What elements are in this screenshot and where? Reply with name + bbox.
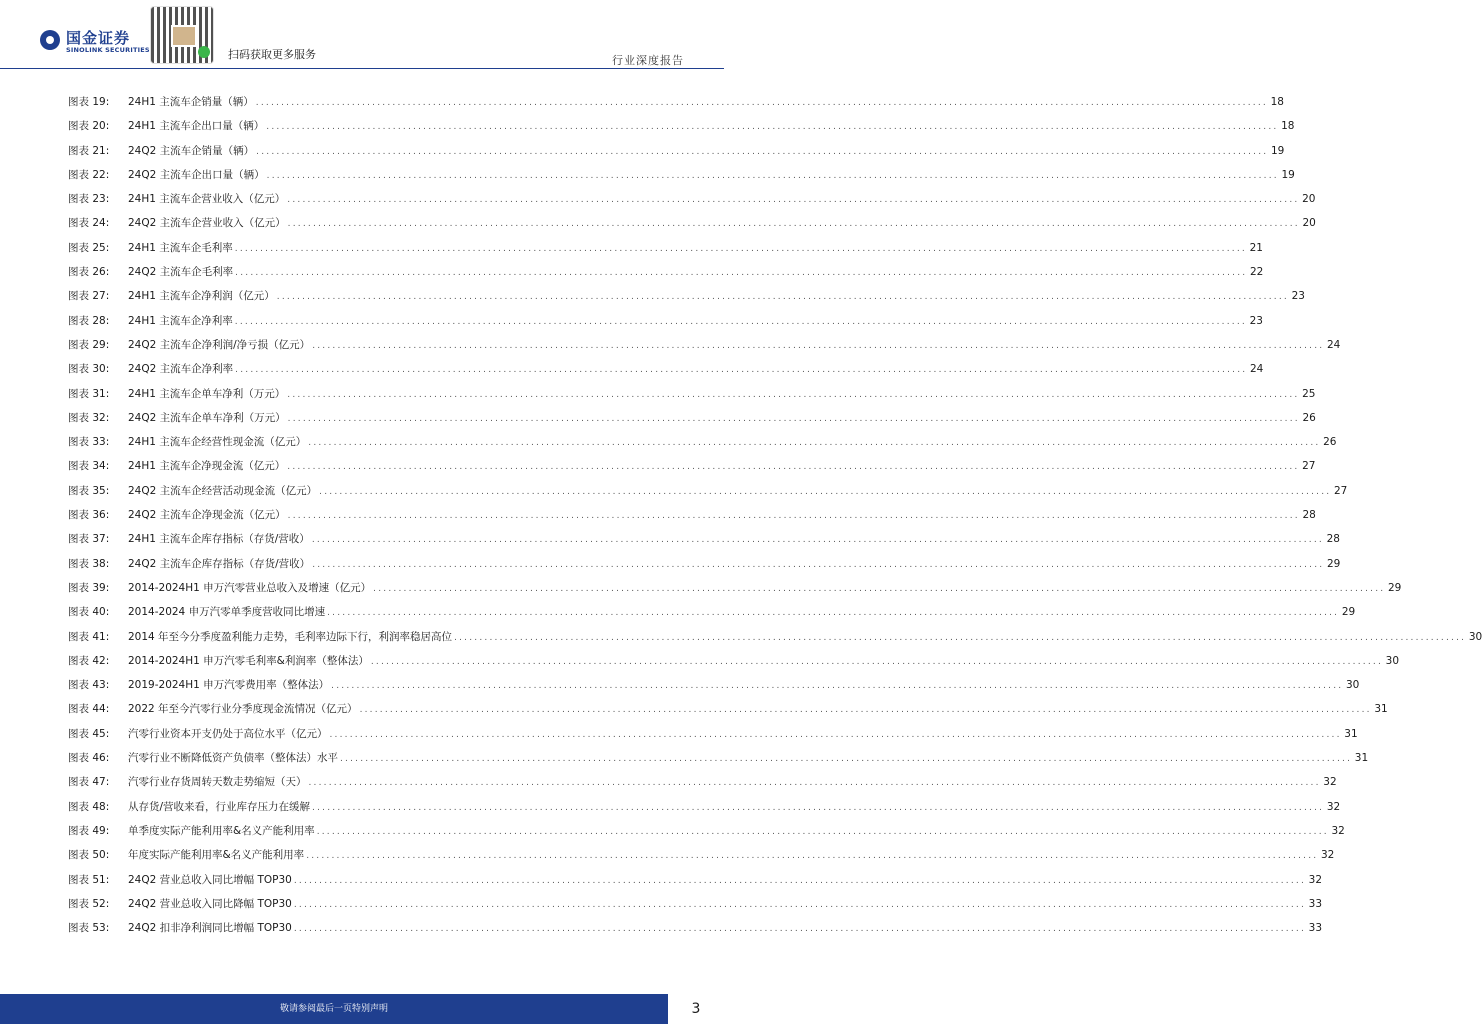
- toc-entry-page: 26: [1302, 411, 1316, 424]
- toc-entry-title: 年度实际产能利用率&名义产能利用率: [128, 849, 305, 862]
- toc-entry[interactable]: [68, 795, 1341, 819]
- toc-entry-title: 24Q2 主流车企单车净利（万元）: [128, 411, 286, 424]
- toc-dot-leader: ........................................................................................................................................................................................................: [235, 268, 1248, 279]
- toc-entry-page: 19: [1270, 144, 1285, 157]
- toc-entry-label: 图表 47:: [68, 776, 110, 789]
- toc-entry-title: 24H1 主流车企经营性现金流（亿元）: [128, 436, 307, 449]
- toc-entry[interactable]: [68, 843, 1335, 867]
- toc-entry-title: 24Q2 主流车企净利润/净亏损（亿元）: [128, 338, 311, 351]
- toc-dot-leader: ........................................................................................................................................................................................................: [319, 486, 1332, 497]
- toc-entry-label: 图表 53:: [68, 922, 110, 935]
- toc-entry[interactable]: [68, 90, 1284, 114]
- toc-entry-title: 24H1 主流车企单车净利（万元）: [128, 387, 286, 400]
- toc-entry[interactable]: [68, 333, 1341, 357]
- toc-entry-title: 24Q2 主流车企营业收入（亿元）: [128, 217, 286, 230]
- toc-entry[interactable]: [68, 454, 1316, 478]
- toc-entry[interactable]: [68, 211, 1316, 235]
- toc-entry-label: 图表 52:: [68, 897, 110, 910]
- toc-entry[interactable]: [68, 236, 1263, 260]
- toc-dot-leader: ........................................................................................................................................................................................................: [255, 98, 1268, 108]
- toc-entry-title: 24H1 主流车企出口量（辆）: [128, 120, 265, 133]
- toc-entry[interactable]: [68, 892, 1323, 916]
- toc-dot-leader: ........................................................................................................................................................................................................: [266, 170, 1279, 181]
- footer-notice: 敬请参阅最后一页特别声明: [279, 1004, 388, 1014]
- toc-entry-page: 28: [1326, 533, 1340, 546]
- toc-entry-title: 2014 年至今分季度盈利能力走势，毛利率边际下行，利润率稳居高位: [128, 630, 453, 643]
- toc-entry[interactable]: [68, 697, 1388, 721]
- toc-entry-page: 27: [1302, 460, 1316, 473]
- toc-entry-label: 图表 22:: [68, 168, 110, 181]
- toc-entry-label: 图表 35:: [68, 484, 110, 497]
- toc-dot-leader: ........................................................................................................................................................................................................: [287, 389, 1300, 400]
- toc-dot-leader: ........................................................................................................................................................................................................: [359, 705, 1372, 716]
- logo-chinese-name: 国金证券: [66, 29, 131, 47]
- toc-entry-label: 图表 29:: [68, 338, 110, 351]
- toc-entry[interactable]: [68, 770, 1337, 794]
- scan-prompt: 扫码获取更多服务: [228, 48, 316, 61]
- toc-entry-page: 19: [1281, 168, 1295, 181]
- toc-dot-leader: ........................................................................................................................................................................................................: [327, 608, 1340, 619]
- toc-entry[interactable]: [68, 114, 1295, 138]
- toc-dot-leader: ........................................................................................................................................................................................................: [293, 899, 1307, 910]
- toc-entry[interactable]: [68, 260, 1264, 284]
- toc-dot-leader: ........................................................................................................................................................................................................: [454, 632, 1467, 643]
- toc-entry-title: 24H1 主流车企库存指标（存货/营收）: [128, 533, 310, 546]
- toc-entry-title: 从存货/营收来看，行业库存压力在缓解: [128, 800, 311, 813]
- toc-entry-title: 2014-2024H1 申万汽零营业总收入及增速（亿元）: [128, 581, 372, 594]
- toc-entry[interactable]: [68, 430, 1337, 454]
- toc-entry-label: 图表 38:: [68, 557, 110, 570]
- toc-entry-page: 32: [1323, 776, 1337, 789]
- toc-entry-label: 图表 49:: [68, 824, 110, 837]
- toc-entry-page: 29: [1387, 581, 1402, 594]
- toc-entry-label: 图表 41:: [68, 630, 110, 643]
- toc-entry-page: 24: [1326, 338, 1341, 351]
- toc-entry-page: 32: [1331, 824, 1345, 837]
- toc-entry[interactable]: [68, 139, 1285, 163]
- toc-entry-title: 24H1 主流车企净利率: [128, 314, 233, 327]
- toc-entry[interactable]: [68, 916, 1323, 940]
- toc-entry[interactable]: [68, 357, 1264, 381]
- toc-entry-page: 18: [1270, 96, 1284, 108]
- toc-entry-page: 31: [1374, 703, 1388, 716]
- toc-dot-leader: ........................................................................................................................................................................................................: [329, 729, 1342, 740]
- toc-entry[interactable]: [68, 527, 1340, 551]
- toc-dot-leader: ........................................................................................................................................................................................................: [266, 122, 1279, 133]
- toc-entry[interactable]: [68, 576, 1402, 600]
- toc-entry-label: 图表 36:: [68, 509, 110, 522]
- toc-entry[interactable]: [68, 187, 1316, 211]
- toc-entry-label: 图表 43:: [68, 679, 110, 692]
- toc-dot-leader: ........................................................................................................................................................................................................: [312, 559, 1325, 570]
- toc-entry-page: 26: [1323, 436, 1337, 449]
- toc-dot-leader: ........................................................................................................................................................................................................: [316, 826, 1329, 837]
- toc-entry-label: 图表 40:: [68, 606, 110, 619]
- figure-index-list: [68, 90, 1482, 940]
- toc-entry[interactable]: [68, 819, 1345, 843]
- toc-dot-leader: ........................................................................................................................................................................................................: [308, 438, 1321, 449]
- toc-entry-title: 单季度实际产能利用率&名义产能利用率: [128, 824, 315, 837]
- toc-entry[interactable]: [68, 625, 1482, 649]
- toc-dot-leader: ........................................................................................................................................................................................................: [287, 462, 1300, 473]
- toc-entry-title: 24Q2 扣非净利润同比增幅 TOP30: [128, 922, 292, 935]
- toc-entry-title: 2019-2024H1 申万汽零费用率（整体法）: [128, 679, 330, 692]
- toc-entry-title: 24H1 主流车企净现金流（亿元）: [128, 460, 286, 473]
- toc-entry-label: 图表 44:: [68, 703, 110, 716]
- sinolink-logo-icon: [40, 30, 60, 50]
- toc-entry-label: 图表 27:: [68, 290, 110, 303]
- toc-dot-leader: ........................................................................................................................................................................................................: [234, 316, 1247, 327]
- toc-dot-leader: ........................................................................................................................................................................................................: [235, 365, 1248, 376]
- toc-entry-label: 图表 42:: [68, 654, 110, 667]
- toc-entry-page: 28: [1302, 509, 1316, 522]
- toc-entry-label: 图表 32:: [68, 411, 110, 424]
- toc-dot-leader: ........................................................................................................................................................................................................: [293, 875, 1307, 886]
- toc-entry-page: 20: [1302, 217, 1316, 230]
- page-header: [0, 0, 724, 70]
- toc-entry-page: 25: [1302, 387, 1316, 400]
- header-divider: [0, 68, 724, 69]
- toc-entry-label: 图表 39:: [68, 581, 110, 594]
- toc-entry-page: 32: [1320, 849, 1335, 862]
- toc-entry-label: 图表 20:: [68, 120, 110, 133]
- toc-dot-leader: ........................................................................................................................................................................................................: [370, 656, 1384, 667]
- toc-entry-title: 24Q2 营业总收入同比降幅 TOP30: [128, 897, 292, 910]
- toc-entry-title: 汽零行业存货周转天数走势缩短（天）: [128, 776, 307, 789]
- toc-entry-title: 2022 年至今汽零行业分季度现金流情况（亿元）: [128, 703, 358, 716]
- toc-entry-page: 29: [1341, 606, 1356, 619]
- toc-entry-title: 24Q2 主流车企毛利率: [128, 266, 234, 279]
- toc-entry[interactable]: [68, 746, 1369, 770]
- toc-dot-leader: ........................................................................................................................................................................................................: [287, 219, 1300, 230]
- toc-entry-page: 31: [1354, 752, 1369, 765]
- toc-dot-leader: ........................................................................................................................................................................................................: [331, 681, 1344, 692]
- toc-entry[interactable]: [68, 600, 1356, 624]
- toc-dot-leader: ........................................................................................................................................................................................................: [312, 802, 1325, 813]
- toc-entry-page: 29: [1326, 557, 1341, 570]
- toc-entry-label: 图表 26:: [68, 266, 110, 279]
- toc-entry-page: 32: [1308, 873, 1323, 886]
- toc-entry[interactable]: [68, 406, 1316, 430]
- toc-entry-label: 图表 51:: [68, 873, 110, 886]
- toc-entry-page: 31: [1344, 727, 1358, 740]
- footer-bar: [0, 994, 668, 1024]
- toc-entry[interactable]: [68, 284, 1305, 308]
- toc-entry-page: 20: [1302, 193, 1316, 206]
- toc-entry-page: 24: [1249, 363, 1264, 376]
- toc-entry[interactable]: [68, 309, 1263, 333]
- toc-entry-page: 18: [1281, 120, 1295, 133]
- toc-entry-title: 2014-2024H1 申万汽零毛利率&利润率（整体法）: [128, 654, 369, 667]
- toc-entry-label: 图表 25:: [68, 241, 110, 254]
- toc-entry-title: 24H1 主流车企销量（辆）: [128, 96, 254, 108]
- toc-dot-leader: ........................................................................................................................................................................................................: [340, 754, 1353, 765]
- toc-entry-label: 图表 24:: [68, 217, 110, 230]
- toc-entry-title: 24H1 主流车企营业收入（亿元）: [128, 193, 286, 206]
- toc-dot-leader: ........................................................................................................................................................................................................: [306, 851, 1319, 862]
- toc-entry-label: 图表 31:: [68, 387, 110, 400]
- toc-dot-leader: ........................................................................................................................................................................................................: [308, 778, 1321, 789]
- toc-entry-title: 24Q2 主流车企销量（辆）: [128, 144, 255, 157]
- toc-entry-title: 24Q2 主流车企净现金流（亿元）: [128, 509, 286, 522]
- toc-entry-label: 图表 33:: [68, 436, 110, 449]
- toc-entry-title: 24Q2 营业总收入同比增幅 TOP30: [128, 873, 292, 886]
- toc-entry-title: 汽零行业不断降低资产负债率（整体法）水平: [128, 752, 338, 765]
- toc-dot-leader: ........................................................................................................................................................................................................: [373, 583, 1386, 594]
- toc-entry-title: 24H1 主流车企毛利率: [128, 241, 233, 254]
- toc-dot-leader: ........................................................................................................................................................................................................: [287, 511, 1300, 522]
- toc-entry-page: 27: [1333, 484, 1348, 497]
- toc-dot-leader: ........................................................................................................................................................................................................: [287, 413, 1300, 424]
- toc-dot-leader: ........................................................................................................................................................................................................: [276, 292, 1289, 303]
- toc-entry[interactable]: [68, 503, 1316, 527]
- toc-entry-page: 21: [1249, 241, 1263, 254]
- toc-entry-title: 24Q2 主流车企库存指标（存货/营收）: [128, 557, 311, 570]
- toc-entry-label: 图表 46:: [68, 752, 110, 765]
- qr-center-logo: [171, 25, 197, 47]
- toc-entry[interactable]: [68, 673, 1360, 697]
- toc-dot-leader: ........................................................................................................................................................................................................: [287, 195, 1300, 206]
- toc-entry-title: 24Q2 主流车企出口量（辆）: [128, 168, 265, 181]
- toc-entry-title: 2014-2024 申万汽零单季度营收同比增速: [128, 606, 326, 619]
- toc-entry[interactable]: [68, 722, 1358, 746]
- toc-entry-title: 汽零行业资本开支仍处于高位水平（亿元）: [128, 727, 328, 740]
- logo-english-name: SINOLINK SECURITIES: [66, 46, 150, 54]
- toc-entry-page: 33: [1308, 922, 1323, 935]
- wechat-badge-icon: [198, 46, 210, 58]
- toc-dot-leader: ........................................................................................................................................................................................................: [256, 146, 1269, 157]
- toc-entry-label: 图表 19:: [68, 96, 110, 108]
- toc-entry-page: 32: [1326, 800, 1341, 813]
- toc-entry-label: 图表 50:: [68, 849, 110, 862]
- toc-entry-label: 图表 37:: [68, 533, 110, 546]
- toc-entry-title: 24Q2 主流车企净利率: [128, 363, 234, 376]
- toc-entry[interactable]: [68, 382, 1316, 406]
- toc-dot-leader: ........................................................................................................................................................................................................: [234, 243, 1247, 254]
- toc-entry-label: 图表 21:: [68, 144, 110, 157]
- toc-entry-label: 图表 48:: [68, 800, 110, 813]
- toc-entry-page: 30: [1385, 654, 1400, 667]
- toc-entry-title: 24H1 主流车企净利润（亿元）: [128, 290, 275, 303]
- toc-entry-page: 33: [1308, 897, 1323, 910]
- toc-dot-leader: ........................................................................................................................................................................................................: [293, 924, 1307, 935]
- toc-dot-leader: ........................................................................................................................................................................................................: [312, 340, 1325, 351]
- report-type-label: 行业深度报告: [612, 54, 684, 67]
- toc-entry[interactable]: [68, 163, 1295, 187]
- toc-entry-label: 图表 34:: [68, 460, 110, 473]
- toc-entry-label: 图表 23:: [68, 193, 110, 206]
- toc-entry-page: 23: [1291, 290, 1305, 303]
- toc-entry-page: 30: [1468, 630, 1482, 643]
- toc-dot-leader: ........................................................................................................................................................................................................: [311, 535, 1324, 546]
- toc-entry-label: 图表 28:: [68, 314, 110, 327]
- page-number: 3: [691, 1001, 701, 1017]
- toc-entry-page: 23: [1249, 314, 1263, 327]
- toc-entry-page: 30: [1345, 679, 1360, 692]
- toc-entry-title: 24Q2 主流车企经营活动现金流（亿元）: [128, 484, 318, 497]
- toc-entry-page: 22: [1249, 266, 1264, 279]
- toc-entry[interactable]: [68, 649, 1400, 673]
- toc-entry[interactable]: [68, 479, 1348, 503]
- toc-entry-label: 图表 30:: [68, 363, 110, 376]
- toc-entry-label: 图表 45:: [68, 727, 110, 740]
- toc-entry[interactable]: [68, 868, 1323, 892]
- toc-entry[interactable]: [68, 552, 1341, 576]
